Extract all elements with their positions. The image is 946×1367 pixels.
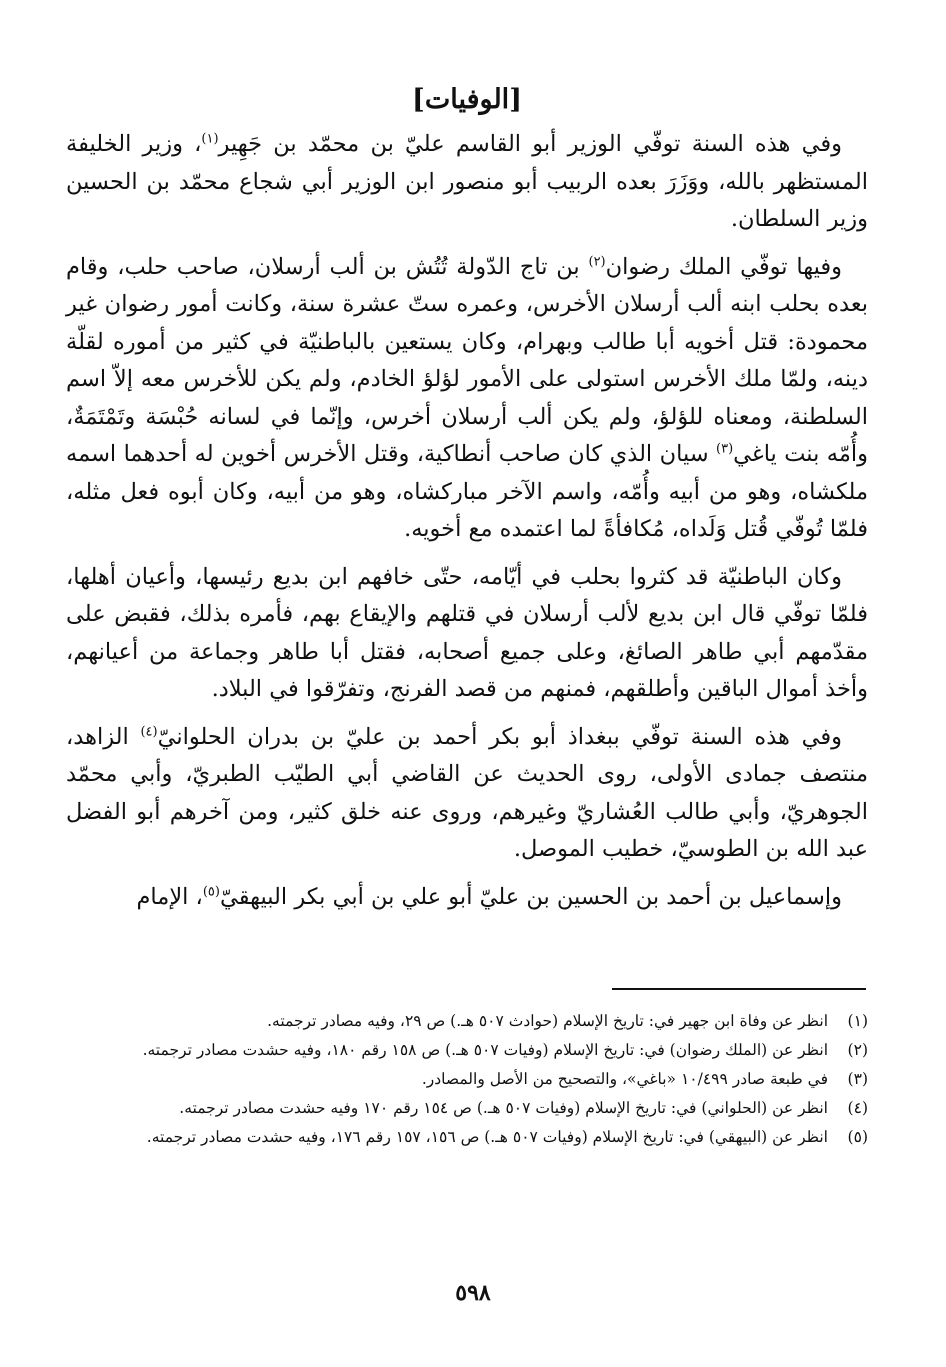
- footnote-number: (٣): [847, 1070, 868, 1088]
- footnote-number: (١): [847, 1012, 868, 1030]
- paragraph-batiniyya: وكان الباطنيّة قد كثروا بحلب في أيّامه، حتّى خافهم ابن بديع رئيسها، وأعيان أهلها، فلمّا توفّي قال ابن بديع لألب أرسلان في قتلهم والإيقاع بهم، فأمره بذلك، فقبض على مقدّمهم أبي طاهر الصائغ، وعلى جميع أصحابه، فقتل أبا طاهر وجماعة من أعيانهم، وأخذ أموال الباقين وأطلقهم، فمنهم من قصد الفرنج، وتفرّقوا في البلاد.: [66, 563, 868, 702]
- paragraph-ridwan: وفيها توفّي الملك رضوان$^{(٢)}$ بن تاج الدّولة تُتُش بن ألب أرسلان، صاحب حلب، وقام بعده بحلب ابنه ألب أرسلان الأخرس، وعمره ستّ عشرة سنة، وكانت أمور رضوان غير محمودة: قتل أخويه أبا طالب وبهرام، وكان يستعين بالباطنيّة في كثير من أموره لقلّة دينه، ولمّا ملك الأخرس استولى على الأمور لؤلؤ الخادم، ولم يكن للأخرس معه إلاّ اسم السلطنة، ومعناه للؤلؤ، ولم يكن ألب أرسلان أخرس، وإنّما في لسانه حُبْسَة وتَمْتَمَةٌ، وأُمّه بنت ياغي$^{(٣)}$ سيان الذي كان صاحب أنطاكية، وقتل الأخرس أخوين له أحدهما اسمه ملكشاه، وهو من أبيه وأُمّه، واسم الآخر مباركشاه، وهو من أبيه، وكان أبوه فعل مثله، فلمّا تُوفّي قُتل وَلَداه، مُكافأةً لما اعتمده مع أخويه.: [66, 253, 869, 542]
- footnote-ref-2[interactable]: (٢): [588, 254, 606, 269]
- footnote-number: (٥): [847, 1128, 868, 1146]
- footnote-number: (٢): [847, 1041, 868, 1059]
- footnotes: [66, 1008, 868, 1153]
- footnote-text: انظر عن (الملك رضوان) في: تاريخ الإسلام (وفيات ٥٠٧ هـ.) ص ١٥٨ رقم ١٨٠، وفيه حشدت مصادر ترجمته.: [142, 1041, 828, 1059]
- footnote-4: [66, 1095, 868, 1122]
- main-text: [66, 126, 868, 916]
- footnote-1: [66, 1008, 868, 1035]
- paragraph-hulwani: وفي هذه السنة توفّي ببغداذ أبو بكر أحمد بن عليّ بن بدران الحلوانيّ$^{(٤)}$ الزاهد، منتصف جمادى الأولى، روى الحديث عن القاضي أبي الطيّب الطبريّ، وأبي محمّد الجوهريّ، وأبي طالب العُشاريّ وغيرهم، وروى عنه خلق كثير، ومن آخرهم أبو الفضل عبد الله بن الطوسيّ، خطيب الموصل.: [66, 723, 868, 862]
- footnote-5: [66, 1124, 868, 1151]
- footnote-ref-5[interactable]: (٥): [202, 884, 220, 899]
- footnote-text: انظر عن (البيهقي) في: تاريخ الإسلام (وفيات ٥٠٧ هـ.) ص ١٥٦، ١٥٧ رقم ١٧٦، وفيه حشدت مصادر ترجمته.: [146, 1128, 828, 1146]
- footnote-ref-1[interactable]: (١): [201, 131, 219, 147]
- footnote-ref-3[interactable]: (٣): [716, 441, 734, 457]
- paragraph-jahir: وفي هذه السنة توفّي الوزير أبو القاسم عليّ بن محمّد بن جَهِير$^{(١)}$، وزير الخليفة المستظهر بالله، ووَزَرَ بعده الربيب أبو منصور ابن الوزير أبي شجاع محمّد بن الحسين وزير السلطان.: [66, 131, 868, 232]
- footnote-text: انظر عن وفاة ابن جهير في: تاريخ الإسلام (حوادث ٥٠٧ هـ.) ص ٢٩، وفيه مصادر ترجمته.: [267, 1012, 828, 1030]
- footnote-ref-4[interactable]: (٤): [140, 724, 158, 739]
- paragraph-bayhaqi: وإسماعيل بن أحمد بن الحسين بن عليّ أبو علي بن أبي بكر البيهقيّ$^{(٥)}$، الإمام: [136, 883, 842, 910]
- footnote-2: [66, 1037, 868, 1064]
- footnote-number: (٤): [847, 1099, 868, 1117]
- page-number: ٥٩٨: [455, 1280, 491, 1306]
- footnote-separator: [612, 988, 866, 990]
- section-heading: [الوفيات]: [412, 84, 522, 115]
- footnote-text: انظر عن (الحلواني) في: تاريخ الإسلام (وفيات ٥٠٧ هـ.) ص ١٥٤ رقم ١٧٠ وفيه حشدت مصادر ترجمته.: [179, 1099, 828, 1117]
- footnote-3: [66, 1066, 868, 1093]
- footnote-text: في طبعة صادر ١٠/٤٩٩ «باغي»، والتصحيح من الأصل والمصادر.: [421, 1070, 828, 1088]
